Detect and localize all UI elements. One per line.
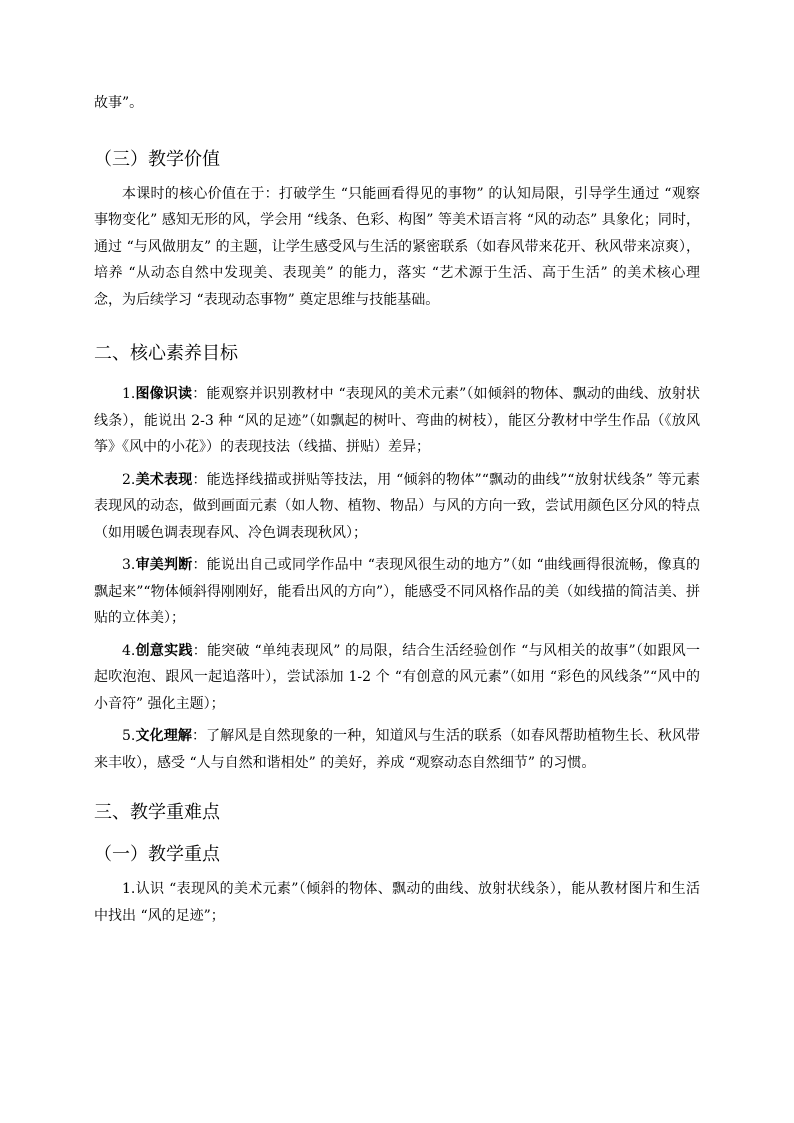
goal-term: 审美判断	[135, 557, 193, 573]
continuation-text: 故事”。	[94, 95, 144, 111]
goal-number: 3.	[122, 557, 136, 573]
goal-text: ：能选择线描或拼贴等技法，用 “倾斜的物体”“飘动的曲线”“放射状线条” 等元素表现风的动态，做到画面元素（如人物、植物、物品）与风的方向一致，尝试用颜色区分风的特点（如用暖色调表现春风、冷色调表现秋风）；	[94, 471, 701, 541]
goal-item-creative-practice	[94, 638, 700, 718]
goal-item-cultural-understanding	[94, 723, 700, 776]
goal-term: 文化理解	[135, 728, 192, 744]
section-value-heading: （三）教学价值	[94, 148, 220, 170]
goal-term: 图像识读	[135, 386, 193, 402]
goal-number: 1.	[122, 386, 136, 402]
section-keypoints-subheading: （一）教学重点	[94, 844, 220, 865]
goal-number: 4.	[122, 642, 136, 659]
document-content	[94, 90, 700, 929]
goal-term: 美术表现	[135, 471, 193, 488]
goal-term: 创意实践	[135, 642, 193, 659]
section-goals-heading: 二、核心素养目标	[94, 343, 238, 364]
goal-text: ：能突破 “单纯表现风” 的局限，结合生活经验创作 “与风相关的故事”（如跟风一起吹泡泡、跟风一起追落叶），尝试添加 1-2 个 “有创意的风元素”（如用 “彩色的风线条”“风中的小音符” 强化主题）；	[94, 642, 700, 712]
goal-text: ：了解风是自然现象的一种，知道风与生活的联系（如春风帮助植物生长、秋风带来丰收），感受 “人与自然和谐相处” 的美好，养成 “观察动态自然细节” 的习惯。	[94, 728, 701, 771]
goal-number: 5.	[122, 728, 136, 744]
goal-text: ：能观察并识别教材中 “表现风的美术元素”（如倾斜的物体、飘动的曲线、放射状线条），能说出 2-3 种 “风的足迹”（如飘起的树叶、弯曲的树枝），能区分教材中学生作品（《放风筝》《风中的小花》）的表现技法（线描、拼贴）差异；	[94, 386, 701, 455]
goal-item-image-reading	[94, 381, 700, 461]
goal-number: 2.	[122, 471, 136, 488]
goal-text: ：能说出自己或同学作品中 “表现风很生动的地方”（如 “曲线画得很流畅，像真的飘起来”“物体倾斜得刚刚好，能看出风的方向”），能感受不同风格作品的美（如线描的简洁美、拼贴的立体美）；	[94, 557, 700, 626]
goal-item-aesthetic-judgment	[94, 552, 700, 632]
section-value-paragraph: 本课时的核心价值在于：打破学生 “只能画看得见的事物” 的认知局限，引导学生通过 “观察事物变化” 感知无形的风，学会用 “线条、色彩、构图” 等美术语言将 “风的动态” 具象化；同时，通过 “与风做朋友” 的主题，让学生感受风与生活的紧密联系（如春风带来花开、秋风带来凉爽），培养 “从动态自然中发现美、表现美” 的能力，落实 “艺术源于生活、高于生活” 的美术核心理念，为后续学习 “表现动态事物” 奠定思维与技能基础。	[94, 185, 700, 308]
goal-item-art-expression	[94, 467, 700, 547]
section-keypoints-paragraph: 1.认识 “表现风的美术元素”（倾斜的物体、飘动的曲线、放射状线条），能从教材图片和生活中找出 “风的足迹”；	[94, 881, 700, 924]
section-keypoints-heading: 三、教学重难点	[94, 802, 220, 823]
